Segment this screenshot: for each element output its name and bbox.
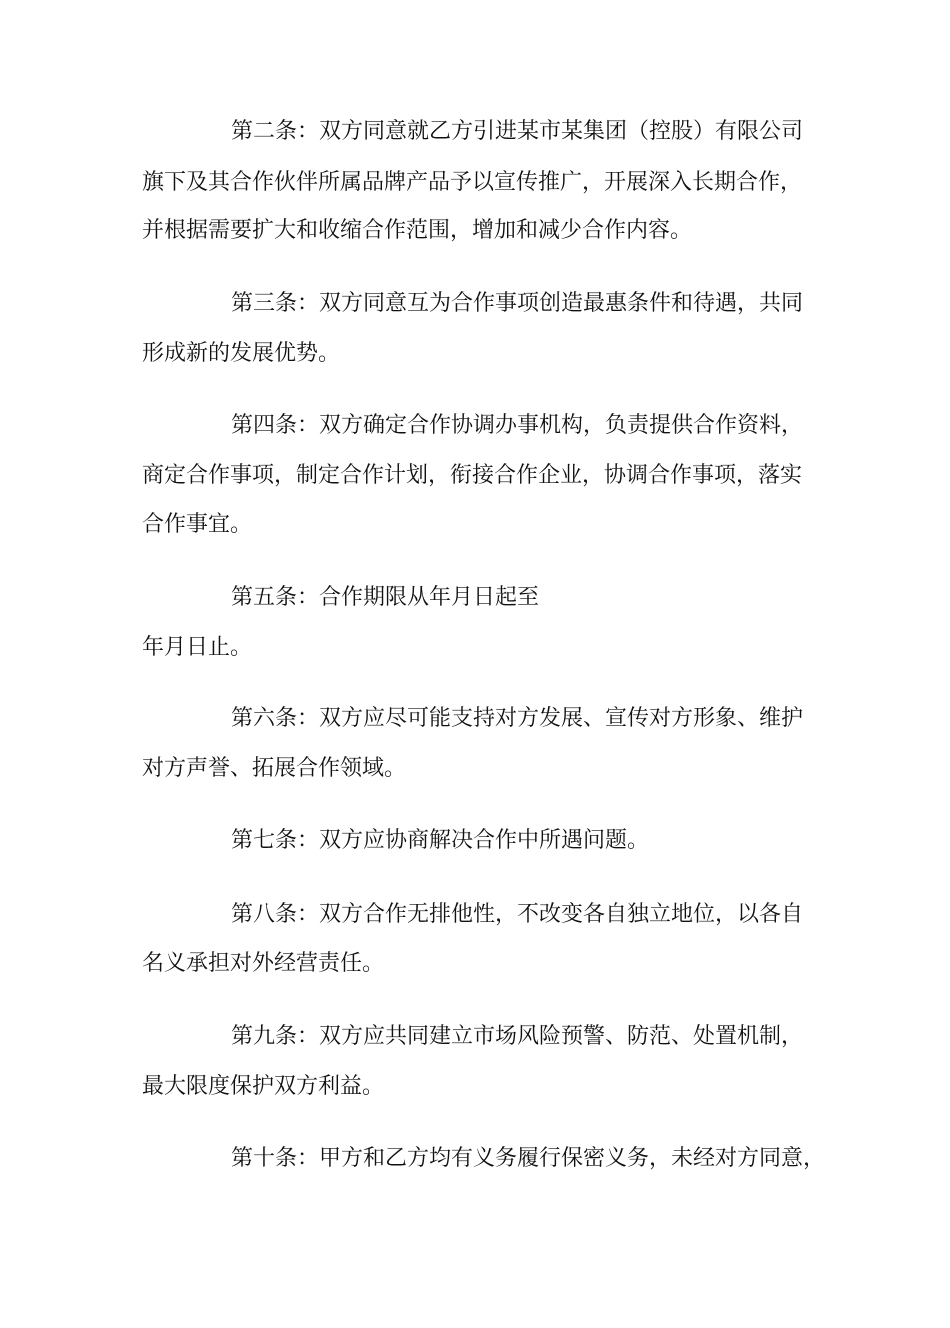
article-6-line-1: 第六条：双方应尽可能支持对方发展、宣传对方形象、维护	[231, 706, 804, 731]
article-8-line-2: 名义承担对外经营责任。	[142, 951, 385, 976]
article-5-line-2: 年月日止。	[142, 635, 253, 660]
article-2-line-1: 第二条：双方同意就乙方引进某市某集团（控股）有限公司	[231, 119, 804, 144]
article-4-line-1: 第四条：双方确定合作协调办事机构，负责提供合作资料，	[231, 413, 804, 438]
article-4-line-3: 合作事宜。	[142, 512, 253, 537]
article-3-line-2: 形成新的发展优势。	[142, 341, 341, 366]
article-5-line-1: 第五条：合作期限从年月日起至	[231, 585, 540, 610]
article-4-line-2: 商定合作事项，制定合作计划，衔接合作企业，协调合作事项，落实	[142, 463, 803, 488]
article-9-line-2: 最大限度保护双方利益。	[142, 1074, 385, 1099]
article-2-line-3: 并根据需要扩大和收缩合作范围，增加和减少合作内容。	[142, 218, 693, 243]
article-9-line-1: 第九条：双方应共同建立市场风险预警、防范、处置机制，	[231, 1024, 804, 1049]
article-10-line-1: 第十条：甲方和乙方均有义务履行保密义务，未经对方同意，	[231, 1146, 826, 1171]
article-6-line-2: 对方声誉、拓展合作领域。	[142, 756, 407, 781]
article-2-line-2: 旗下及其合作伙伴所属品牌产品予以宣传推广，开展深入长期合作，	[142, 170, 803, 195]
article-8-line-1: 第八条：双方合作无排他性，不改变各自独立地位，以各自	[231, 902, 804, 927]
article-7-line-1: 第七条：双方应协商解决合作中所遇问题。	[231, 828, 650, 853]
article-3-line-1: 第三条：双方同意互为合作事项创造最惠条件和待遇，共同	[231, 291, 804, 316]
